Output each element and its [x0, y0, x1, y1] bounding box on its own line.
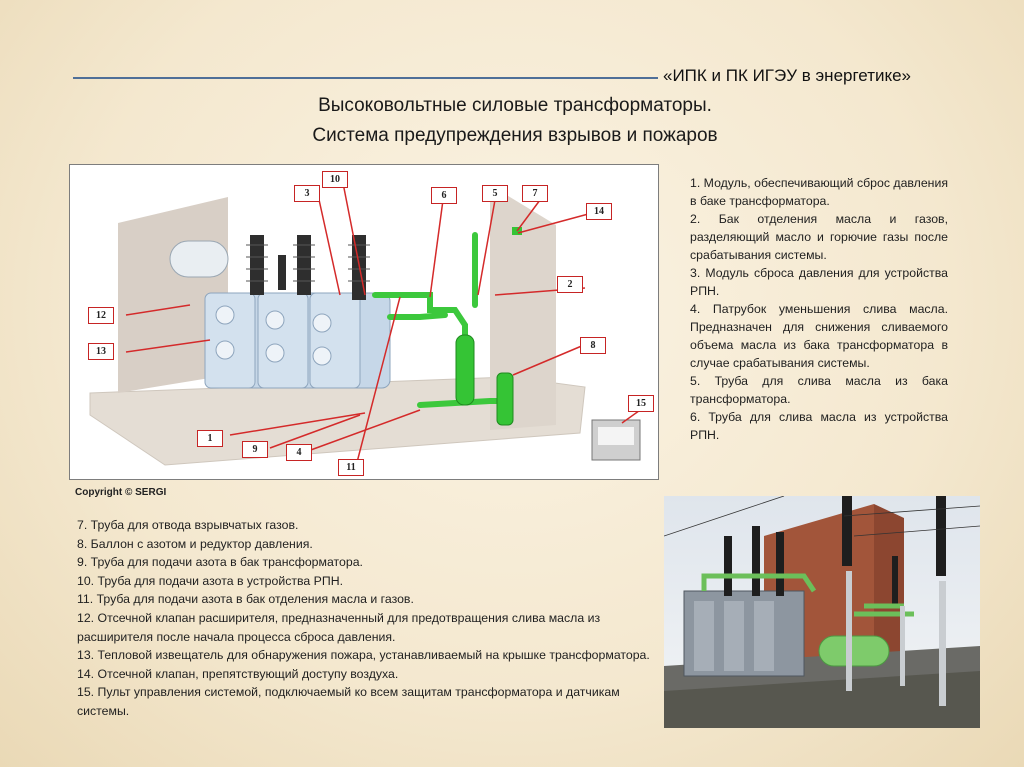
callout-7: 7 [522, 185, 548, 202]
header-divider [73, 77, 658, 79]
callout-1: 1 [197, 430, 223, 447]
callout-11: 11 [338, 459, 364, 476]
substation-photo-illustration [664, 496, 980, 728]
legend-list-right [690, 174, 948, 444]
callout-12: 12 [88, 307, 114, 324]
callout-15: 15 [628, 395, 654, 412]
callout-2: 2 [557, 276, 583, 293]
legend-item-9: 9. Труба для подачи азота в бак трансформатора. [77, 555, 363, 570]
transformer-diagram [69, 164, 659, 480]
callout-13: 13 [88, 343, 114, 360]
legend-item-15: 15. Пульт управления системой, подключаемый ко всем защитам трансформатора и датчикам системы. [77, 685, 620, 718]
copyright-label: Copyright © SERGI [75, 487, 167, 498]
organization-label: «ИПК и ПК ИГЭУ в энергетике» [663, 66, 912, 85]
page-title [200, 91, 830, 151]
legend-item-6: 6. Труба для слива масла из устройства РПН. [690, 410, 948, 442]
legend-item-13: 13. Тепловой извещатель для обнаружения пожара, устанавливаемый на крышке трансформатора. [77, 648, 650, 663]
callout-14: 14 [586, 203, 612, 220]
callout-3: 3 [294, 185, 320, 202]
title-line-2: Система предупреждения взрывов и пожаров [312, 125, 718, 146]
callout-6: 6 [431, 187, 457, 204]
legend-item-2: 2. Бак отделения масла и газов, разделяющий масло и горючие газы после срабатывания системы. [690, 212, 948, 262]
legend-item-8: 8. Баллон с азотом и редуктор давления. [77, 536, 313, 551]
legend-item-11: 11. Труба для подачи азота в бак отделения масла и газов. [77, 592, 414, 607]
legend-item-12: 12. Отсечной клапан расширителя, предназначенный для предотвращения слива масла из расширителя после начала процесса сброса давления. [77, 610, 601, 644]
legend-item-5: 5. Труба для слива масла из бака трансформатора. [690, 374, 948, 406]
title-line-1: Высоковольтные силовые трансформаторы. [318, 95, 712, 116]
diagram-illustration [70, 165, 659, 480]
callout-9: 9 [242, 441, 268, 458]
legend-item-7: 7. Труба для отвода взрывчатых газов. [77, 518, 299, 532]
legend-item-10: 10. Труба для подачи азота в устройства РПН. [77, 573, 343, 588]
legend-item-3: 3. Модуль сброса давления для устройства РПН. [690, 266, 948, 298]
callout-10: 10 [322, 171, 348, 188]
callout-5: 5 [482, 185, 508, 202]
callout-4: 4 [286, 444, 312, 461]
callout-8: 8 [580, 337, 606, 354]
legend-item-4: 4. Патрубок уменьшения слива масла. Предназначен для снижения сливаемого объема масла из бака трансформатора в случае срабатывания системы. [690, 302, 948, 370]
substation-photo [664, 496, 980, 728]
legend-list-bottom [77, 516, 657, 721]
legend-item-14: 14. Отсечной клапан, препятствующий доступу воздуха. [77, 666, 399, 681]
legend-item-1: 1. Модуль, обеспечивающий сброс давления в баке трансформатора. [690, 176, 948, 208]
